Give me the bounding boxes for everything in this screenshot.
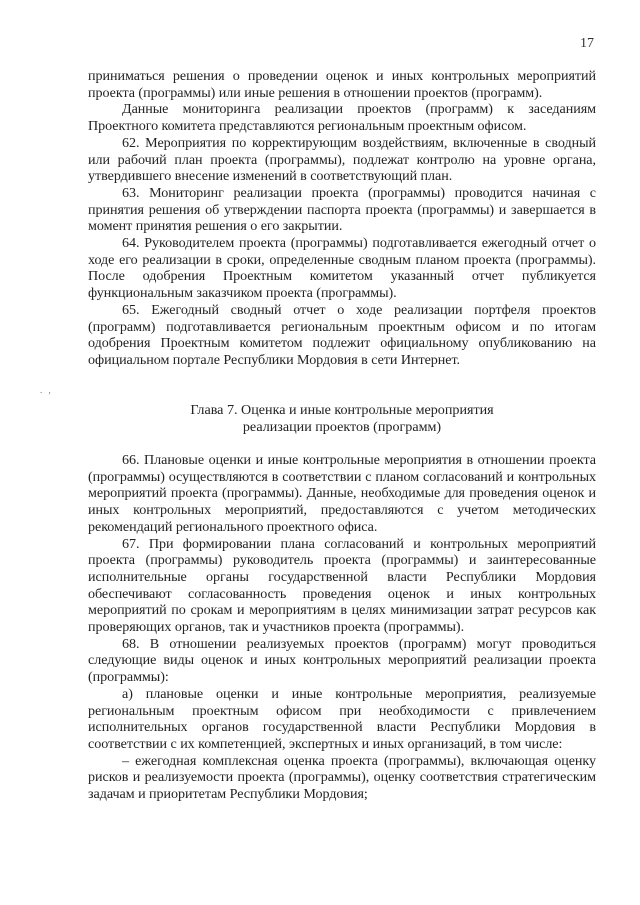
paragraph: 66. Плановые оценки и иные контрольные мероприятия в отношении проекта (программы) осуществляются в соответствии с планом согласований и контрольных мероприятий проекта (программы). Данные, необходимые для проведения оценок и иных контрольных мероприятий, предоставляются с учетом методических рекомендаций регионального проектного офиса. [88, 452, 596, 535]
chapter-heading-line1: Глава 7. Оценка и иные контрольные мероприятия [190, 402, 494, 418]
margin-mark: . , [40, 385, 53, 395]
paragraph: приниматься решения о проведении оценок и иных контрольных мероприятий проекта (программы) или иные решения в отношении проектов (программ). [88, 68, 596, 101]
paragraph: а) плановые оценки и иные контрольные мероприятия, реализуемые региональным проектным офисом при необходимости с привлечением исполнительных органов государственной власти Республики Мордовия в соответствии с их компетенцией, экспертных и иных организаций, в том числе: [88, 685, 596, 752]
paragraph: 62. Мероприятия по корректирующим воздействиям, включенные в сводный или рабочий план проекта (программы), подлежат контролю на уровне органа, утвердившего внесение изменений в соответствующий план. [88, 134, 596, 185]
paragraph: 65. Ежегодный сводный отчет о ходе реализации портфеля проектов (программ) подготавливается региональным проектным офисом и по итогам одобрения Проектным комитетом подлежит официальному опубликованию на официальном портале Республики Мордовия в сети Интернет. [88, 301, 596, 368]
paragraph: 67. При формировании плана согласований и контрольных мероприятий проекта (программы) руководитель проекта (программы) и заинтересованные исполнительные органы государственной власти Республики Мордовия обеспечивают согласованность проведения оценок и иных контрольных мероприятий по срокам и мероприятиям в целях минимизации затрат ресурсов как проверяющих органов, так и участников проекта (программы). [88, 535, 596, 636]
paragraph: – ежегодная комплексная оценка проекта (программы), включающая оценку рисков и реализуемости проекта (программы), оценку соответствия стратегическим задачам и приоритетам Республики Мордовия; [88, 752, 596, 803]
chapter-heading-line2: реализации проектов (программ) [242, 419, 442, 435]
text-block-bottom [88, 452, 596, 803]
chapter-heading [88, 402, 596, 436]
paragraph: 68. В отношении реализуемых проектов (программ) могут проводиться следующие виды оценок и иных контрольных мероприятий реализации проекта (программы): [88, 635, 596, 686]
paragraph: 64. Руководителем проекта (программы) подготавливается ежегодный отчет о ходе его реализации в сроки, определенные сводным планом проекта (программы). После одобрения Проектным комитетом указанный отчет публикуется функциональным заказчиком проекта (программы). [88, 235, 596, 302]
page-number: 17 [580, 36, 594, 51]
paragraph: 63. Мониторинг реализации проекта (программы) проводится начиная с принятия решения об утверждении паспорта проекта (программы) и завершается в момент принятия решения о его закрытии. [88, 184, 596, 235]
paragraph: Данные мониторинга реализации проектов (программ) к заседаниям Проектного комитета представляются региональным проектным офисом. [88, 101, 596, 135]
text-block-top [88, 68, 596, 369]
